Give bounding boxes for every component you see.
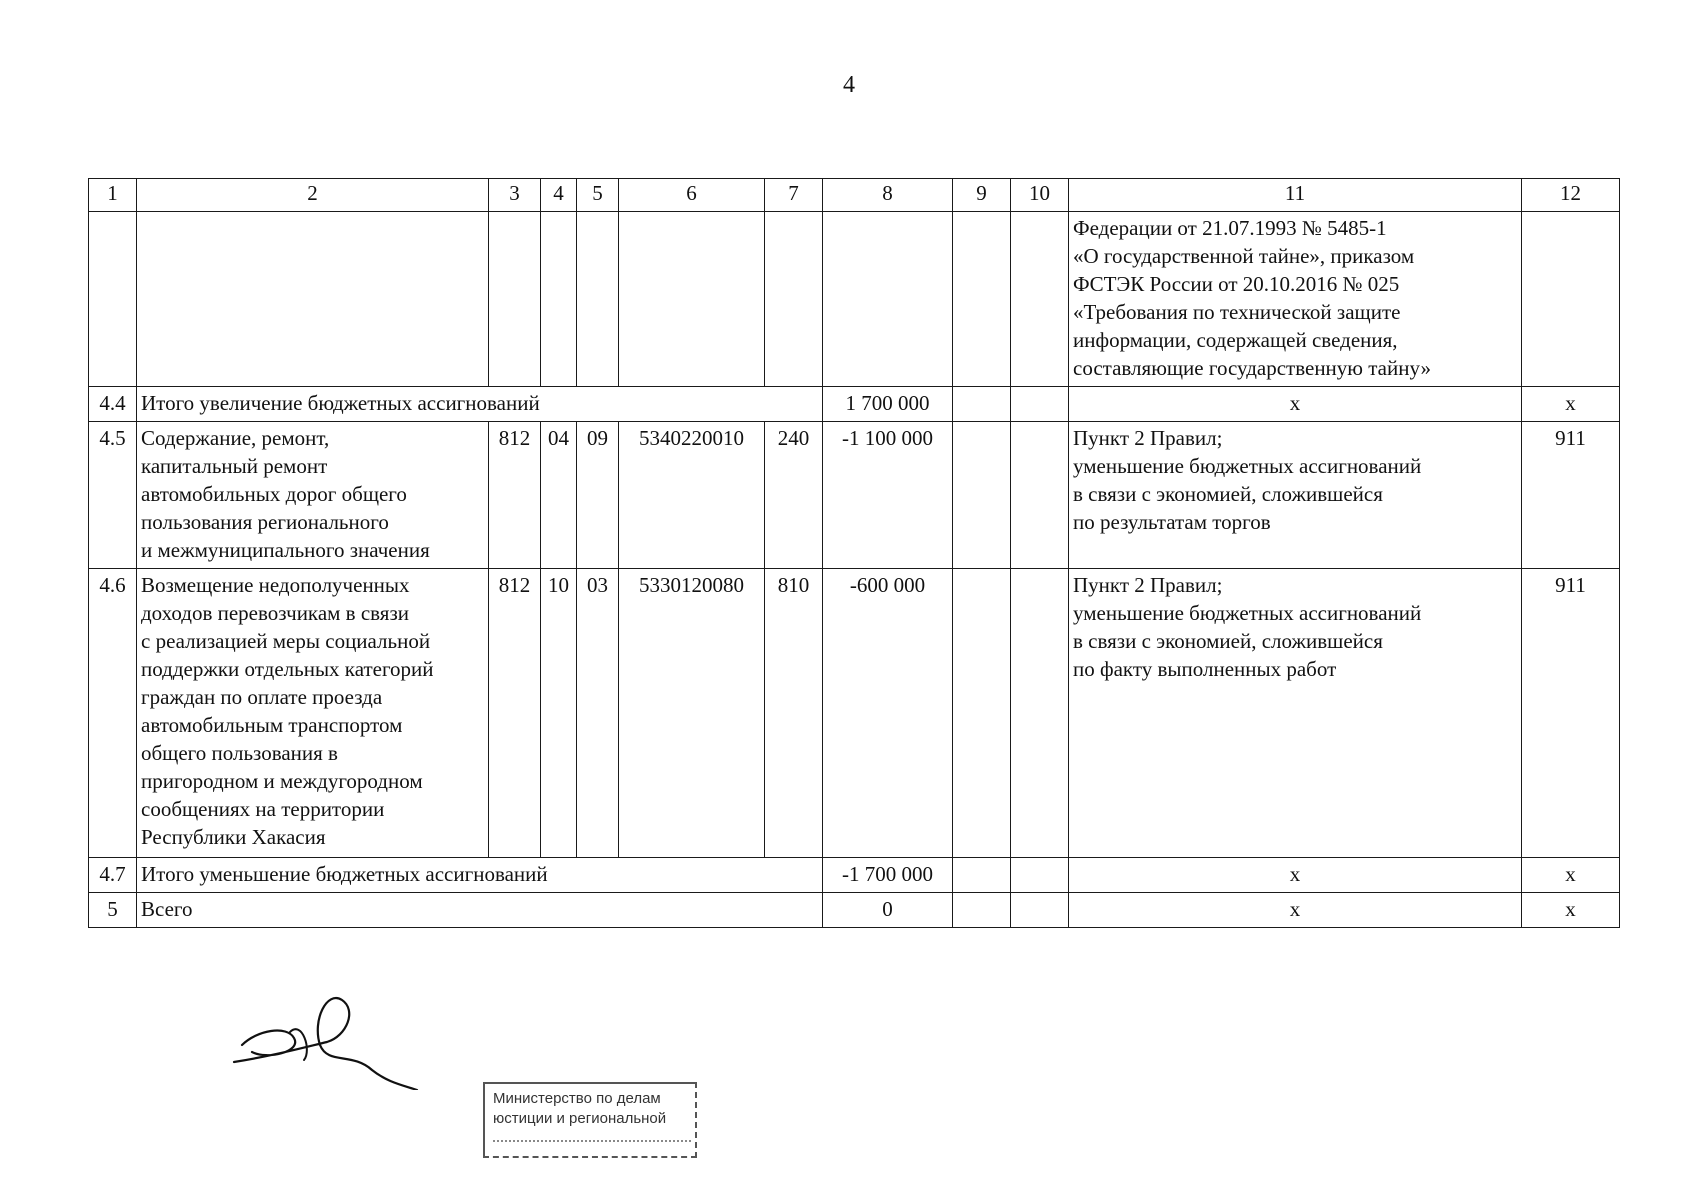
row-title: Возмещение недополученных доходов перевозчикам в связи с реализацией меры социальной поддержки отдельных категорий граждан по оплате проезда автомобильным транспортом общего пользования в пригородном и междугородном сообщениях на территории Республики Хакасия (137, 569, 489, 858)
subsection-code: 09 (577, 422, 619, 569)
table-header-row (89, 179, 1620, 212)
justification-cell: x (1069, 387, 1522, 422)
header-cell: 3 (489, 179, 541, 212)
header-cell: 12 (1522, 179, 1620, 212)
header-cell: 11 (1069, 179, 1522, 212)
stamp-line: юстиции и региональной (493, 1110, 667, 1127)
amount-cell: -1 100 000 (823, 422, 953, 569)
subsection-code: 03 (577, 569, 619, 858)
code-cell: 911 (1522, 569, 1620, 858)
justification-cell: x (1069, 893, 1522, 928)
header-cell: 4 (541, 179, 577, 212)
expense-type-code: 810 (765, 569, 823, 858)
justification-cell: Пункт 2 Правил; уменьшение бюджетных ассигнований в связи с экономией, сложившейся по факту выполненных работ (1069, 569, 1522, 858)
justification-cell: Федерации от 21.07.1993 № 5485-1 «О государственной тайне», приказом ФСТЭК России от 20.10.2016 № 025 «Требования по технической защите информации, содержащей сведения, составляющие государственную тайну» (1069, 212, 1522, 387)
code-cell: x (1522, 858, 1620, 893)
page-number: 4 (843, 72, 855, 98)
justification-cell: Пункт 2 Правил; уменьшение бюджетных ассигнований в связи с экономией, сложившейся по результатам торгов (1069, 422, 1522, 569)
justification-cell: x (1069, 858, 1522, 893)
header-cell: 5 (577, 179, 619, 212)
code-cell: x (1522, 893, 1620, 928)
table-row-4-5 (89, 422, 1620, 569)
stamp-line: Министерство по делам (493, 1090, 661, 1107)
section-code: 10 (541, 569, 577, 858)
row-title: Содержание, ремонт, капитальный ремонт автомобильных дорог общего пользования регионального и межмуниципального значения (137, 422, 489, 569)
budget-table (88, 178, 1620, 928)
ministry-code: 812 (489, 422, 541, 569)
row-number: 4.6 (89, 569, 137, 858)
section-code: 04 (541, 422, 577, 569)
row-title: Всего (137, 893, 823, 928)
row-number: 4.4 (89, 387, 137, 422)
target-article-code: 5330120080 (619, 569, 765, 858)
header-cell: 8 (823, 179, 953, 212)
amount-cell: -600 000 (823, 569, 953, 858)
table-row-4-4 (89, 387, 1620, 422)
code-cell: 911 (1522, 422, 1620, 569)
registration-stamp (483, 1082, 697, 1158)
ministry-code: 812 (489, 569, 541, 858)
amount-cell: -1 700 000 (823, 858, 953, 893)
signature (232, 990, 422, 1090)
table-row-continuation (89, 212, 1620, 387)
header-cell: 2 (137, 179, 489, 212)
amount-cell: 1 700 000 (823, 387, 953, 422)
code-cell: x (1522, 387, 1620, 422)
header-cell: 6 (619, 179, 765, 212)
row-number: 5 (89, 893, 137, 928)
row-number: 4.5 (89, 422, 137, 569)
header-cell: 1 (89, 179, 137, 212)
table-row-5 (89, 893, 1620, 928)
expense-type-code: 240 (765, 422, 823, 569)
table-row-4-6 (89, 569, 1620, 858)
amount-cell: 0 (823, 893, 953, 928)
row-title: Итого увеличение бюджетных ассигнований (137, 387, 823, 422)
header-cell: 10 (1011, 179, 1069, 212)
row-title: Итого уменьшение бюджетных ассигнований (137, 858, 823, 893)
header-cell: 9 (953, 179, 1011, 212)
target-article-code: 5340220010 (619, 422, 765, 569)
header-cell: 7 (765, 179, 823, 212)
row-number: 4.7 (89, 858, 137, 893)
table-row-4-7 (89, 858, 1620, 893)
